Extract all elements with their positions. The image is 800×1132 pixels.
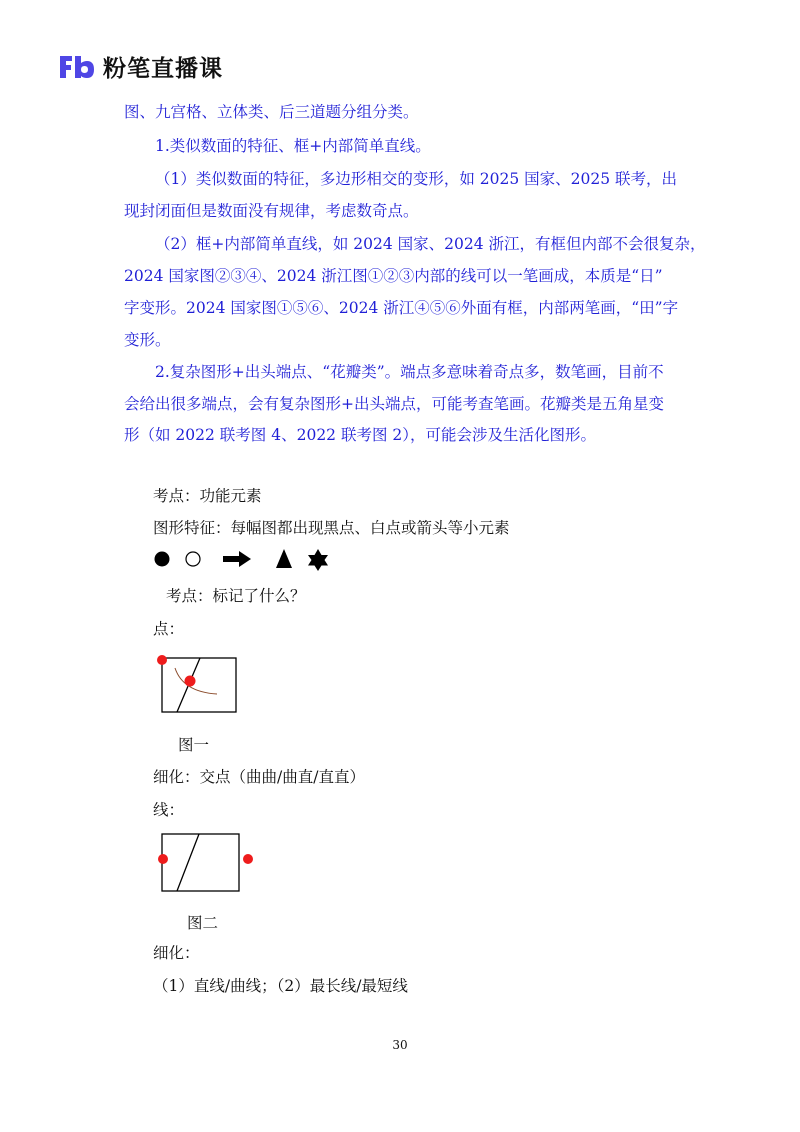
body-line-11: 形（如 2022 联考图 4、2022 联考图 2），可能会涉及生活化图形。 — [124, 426, 597, 444]
marker-dot — [243, 854, 253, 864]
point-label: 点： — [153, 620, 185, 638]
body-line-3: （1）类似数面的特征，多边形相交的变形，如 2025 国家、2025 联考，出 — [155, 170, 678, 188]
body-line-10: 会给出很多端点，会有复杂图形+出头端点，可能考查笔画。花瓣类是五角星变 — [124, 395, 664, 413]
refine-label: 细化： — [153, 944, 200, 962]
body-line-5: （2）框+内部简单直线，如 2024 国家、2024 浙江，有框但内部不会很复杂， — [155, 235, 706, 253]
fb-logo-icon — [57, 52, 95, 82]
body-line-7: 字变形。2024 国家图①⑤⑥、2024 浙江④⑤⑥外面有框，内部两笔画，“田”字 — [124, 299, 679, 317]
body-line-8: 变形。 — [124, 331, 171, 349]
figure-two — [155, 828, 255, 896]
logo-text: 粉笔直播课 — [103, 56, 223, 82]
arrow-right-icon — [223, 551, 251, 567]
body-line-1: 图、九宫格、立体类、后三道题分组分类。 — [124, 103, 419, 121]
figure-one-caption: 图一 — [178, 736, 210, 754]
refine-items: （1）直线/曲线；（2）最长线/最短线 — [153, 977, 408, 995]
section-heading-2: 2.复杂图形+出头端点、“花瓣类”。端点多意味着奇点多，数笔画，目前不 — [155, 363, 664, 381]
figure-one — [155, 650, 245, 718]
body-line-4: 现封闭面但是数面没有规律，考虑数奇点。 — [124, 202, 419, 220]
line-label: 线： — [153, 801, 185, 819]
figure-two-caption: 图二 — [187, 914, 219, 932]
symbol-row — [153, 545, 353, 575]
kaodian-heading: 考点：功能元素 — [153, 487, 262, 505]
brand-logo — [57, 50, 223, 83]
black-dot-icon — [155, 552, 170, 567]
section-heading-1: 1.类似数面的特征、框+内部简单直线。 — [155, 137, 431, 155]
figure-feature-text: 图形特征：每幅图都出现黑点、白点或箭头等小元素 — [153, 519, 510, 537]
triangle-icon — [276, 549, 292, 568]
white-dot-icon — [186, 552, 200, 566]
page-number: 30 — [392, 1038, 408, 1052]
body-line-6: 2024 国家图②③④、2024 浙江图①②③内部的线可以一笔画成，本质是“日” — [124, 267, 663, 285]
marker-dot — [185, 676, 196, 687]
star-icon — [308, 549, 328, 571]
refine-note-1: 细化：交点（曲曲/曲直/直直） — [153, 768, 365, 786]
marker-dot — [158, 854, 168, 864]
marker-dot — [157, 655, 167, 665]
kaodian-question: 考点：标记了什么？ — [166, 587, 306, 605]
